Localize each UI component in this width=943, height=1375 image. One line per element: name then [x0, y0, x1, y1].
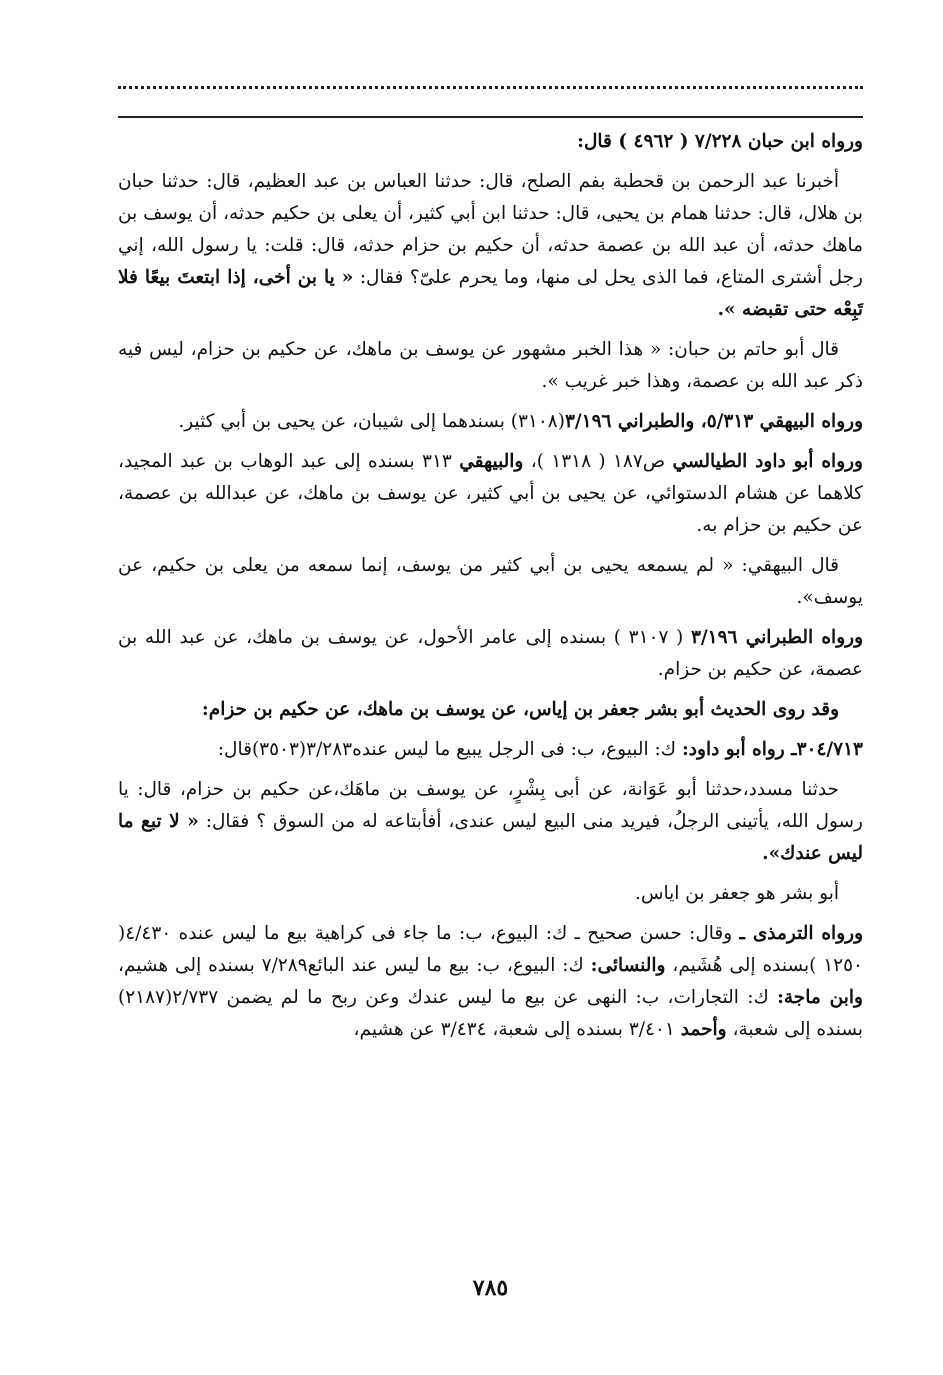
paragraph: [118, 774, 863, 870]
paragraph-bold-text: والنسائى:: [590, 955, 666, 976]
paragraph-bold-text: ورواه البيهقي ٥/٣١٣، والطبراني ٣/١٩٦: [564, 411, 863, 432]
paragraph-text: ص١٨٧ ( ١٣١٨ )،: [530, 451, 666, 472]
header-rule: [118, 116, 863, 118]
paragraph-text: ك: البيوع، ب: فى الرجل يبيع ما ليس عنده٣/٢٨٣(٣٥٠٣)قال:: [217, 739, 677, 760]
paragraph-bold-text: وابن ماجة:: [777, 987, 863, 1008]
paragraph-text: ٣/٤٠١ بسنده إلى شعبة، ٣/٤٣٤ عن هشيم،: [353, 1019, 675, 1040]
hadith-heading: [118, 734, 863, 766]
paragraph: ورواه ابن حبان ٧/٢٢٨ ( ٤٩٦٢ ) قال:: [577, 131, 863, 152]
paragraph: قال البيهقي: « لم يسمعه يحيى بن أبي كثير من يوسف، إنما سمعه من يعلى بن حكيم، عن يوسف».: [118, 555, 863, 608]
paragraph-bold-text: ورواه الترمذى ـ: [739, 923, 863, 944]
paragraph-text: حدثنا مسدد،حدثنا أبو عَوَانة، عن أبى بِشْرٍ، عن يوسف بن ماهَك،عن حكيم بن حزام، قال: يا رسول الله، يأتينى الرجلُ، فيريد منى البيع ليس عندى، أفأبتاعه له من السوق ؟ فقال:: [118, 779, 863, 832]
paragraph-bold-text: ورواه أبو داود الطيالسي: [672, 451, 863, 472]
paragraph: [118, 622, 863, 686]
paragraph-bold-text: « يا بن أخى، إذا ابتعتَ بيعًا فلا تَبِعْه حتى تقبضه ».: [118, 267, 863, 320]
paragraph-text: (٣١٠٨) بسندهما إلى شيبان، عن يحيى بن أبي كثير.: [178, 411, 565, 432]
paragraph: [118, 446, 863, 542]
paragraph: [118, 406, 863, 438]
paragraph: وقد روى الحديث أبو بشر جعفر بن إياس، عن يوسف بن ماهك، عن حكيم بن حزام:: [201, 699, 839, 720]
paragraph-text: وقال: حسن صحيح ـ ك: البيوع، ب: ما جاء فى كراهية بيع ما ليس عنده ٤/٤٣٠( ١٢٥٠ )بسنده إلى هُشَيم،: [118, 923, 863, 976]
paragraph: [118, 918, 863, 1046]
paragraph: قال أبو حاتم بن حبان: « هذا الخبر مشهور عن يوسف بن ماهك، عن حكيم بن حزام، ليس فيه ذكر عبد الله بن عصمة، وهذا خبر غريب ».: [118, 339, 863, 392]
paragraph-bold-text: ورواه الطبراني ٣/١٩٦: [690, 627, 863, 648]
paragraph-text: ك: البيوع، ب: بيع ما ليس عند البائع٧/٢٨٩ بسنده إلى هشيم،: [118, 955, 584, 976]
paragraph-text: ( ٣١٠٧ ) بسنده إلى عامر الأحول، عن يوسف بن ماهك، عن عبد الله بن عصمة، عن حكيم بن حزام.: [118, 627, 863, 680]
page: [118, 0, 863, 1375]
page-number: ٧٨٥: [472, 1275, 509, 1301]
paragraph-bold-text: وأحمد: [680, 1019, 727, 1040]
paragraph-text: أخبرنا عبد الرحمن بن قحطبة بفم الصلح، قال: حدثنا العباس بن عبد العظيم، قال: حدثنا حبان بن هلال، قال: حدثنا همام بن يحيى، قال: حدثنا ابن أبي كثير، أن يعلى بن حكيم حدثه، أن يوسف بن ماهك حدثه، أن عبد الله بن عصمة حدثه، أن حكيم بن حزام حدثه، قال: قلت: يا رسول الله، إني رجل أشترى المتاع، فما الذى يحل لى منها، وما يحرم علىّ؟ فقال:: [118, 171, 863, 288]
paragraph-text: ٣١٣ بسنده إلى عبد الوهاب بن عبد المجيد، كلاهما عن هشام الدستوائي، عن يحيى بن أبي كثير، عن يوسف بن ماهك، عن عبدالله بن عصمة، عن حكيم بن حزام به.: [118, 451, 863, 536]
hadith-number: ٣٠٤/٧١٣ـ رواه أبو داود:: [681, 739, 863, 760]
paragraph-bold-text: والبيهقي: [459, 451, 524, 472]
paragraph-bold-text: « لا تبع ما ليس عندك».: [118, 811, 863, 864]
paragraph-text: ك: التجارات، ب: النهى عن بيع ما ليس عندك وعن ربح ما لم يضمن ٢/٧٣٧(٢١٨٧) بسنده إلى شعبة،: [118, 987, 863, 1040]
paragraph: أبو بشر هو جعفر بن اياس.: [635, 883, 839, 904]
paragraph: [118, 166, 863, 326]
text-body: [118, 126, 863, 1054]
header-dotted-line: [118, 86, 863, 99]
